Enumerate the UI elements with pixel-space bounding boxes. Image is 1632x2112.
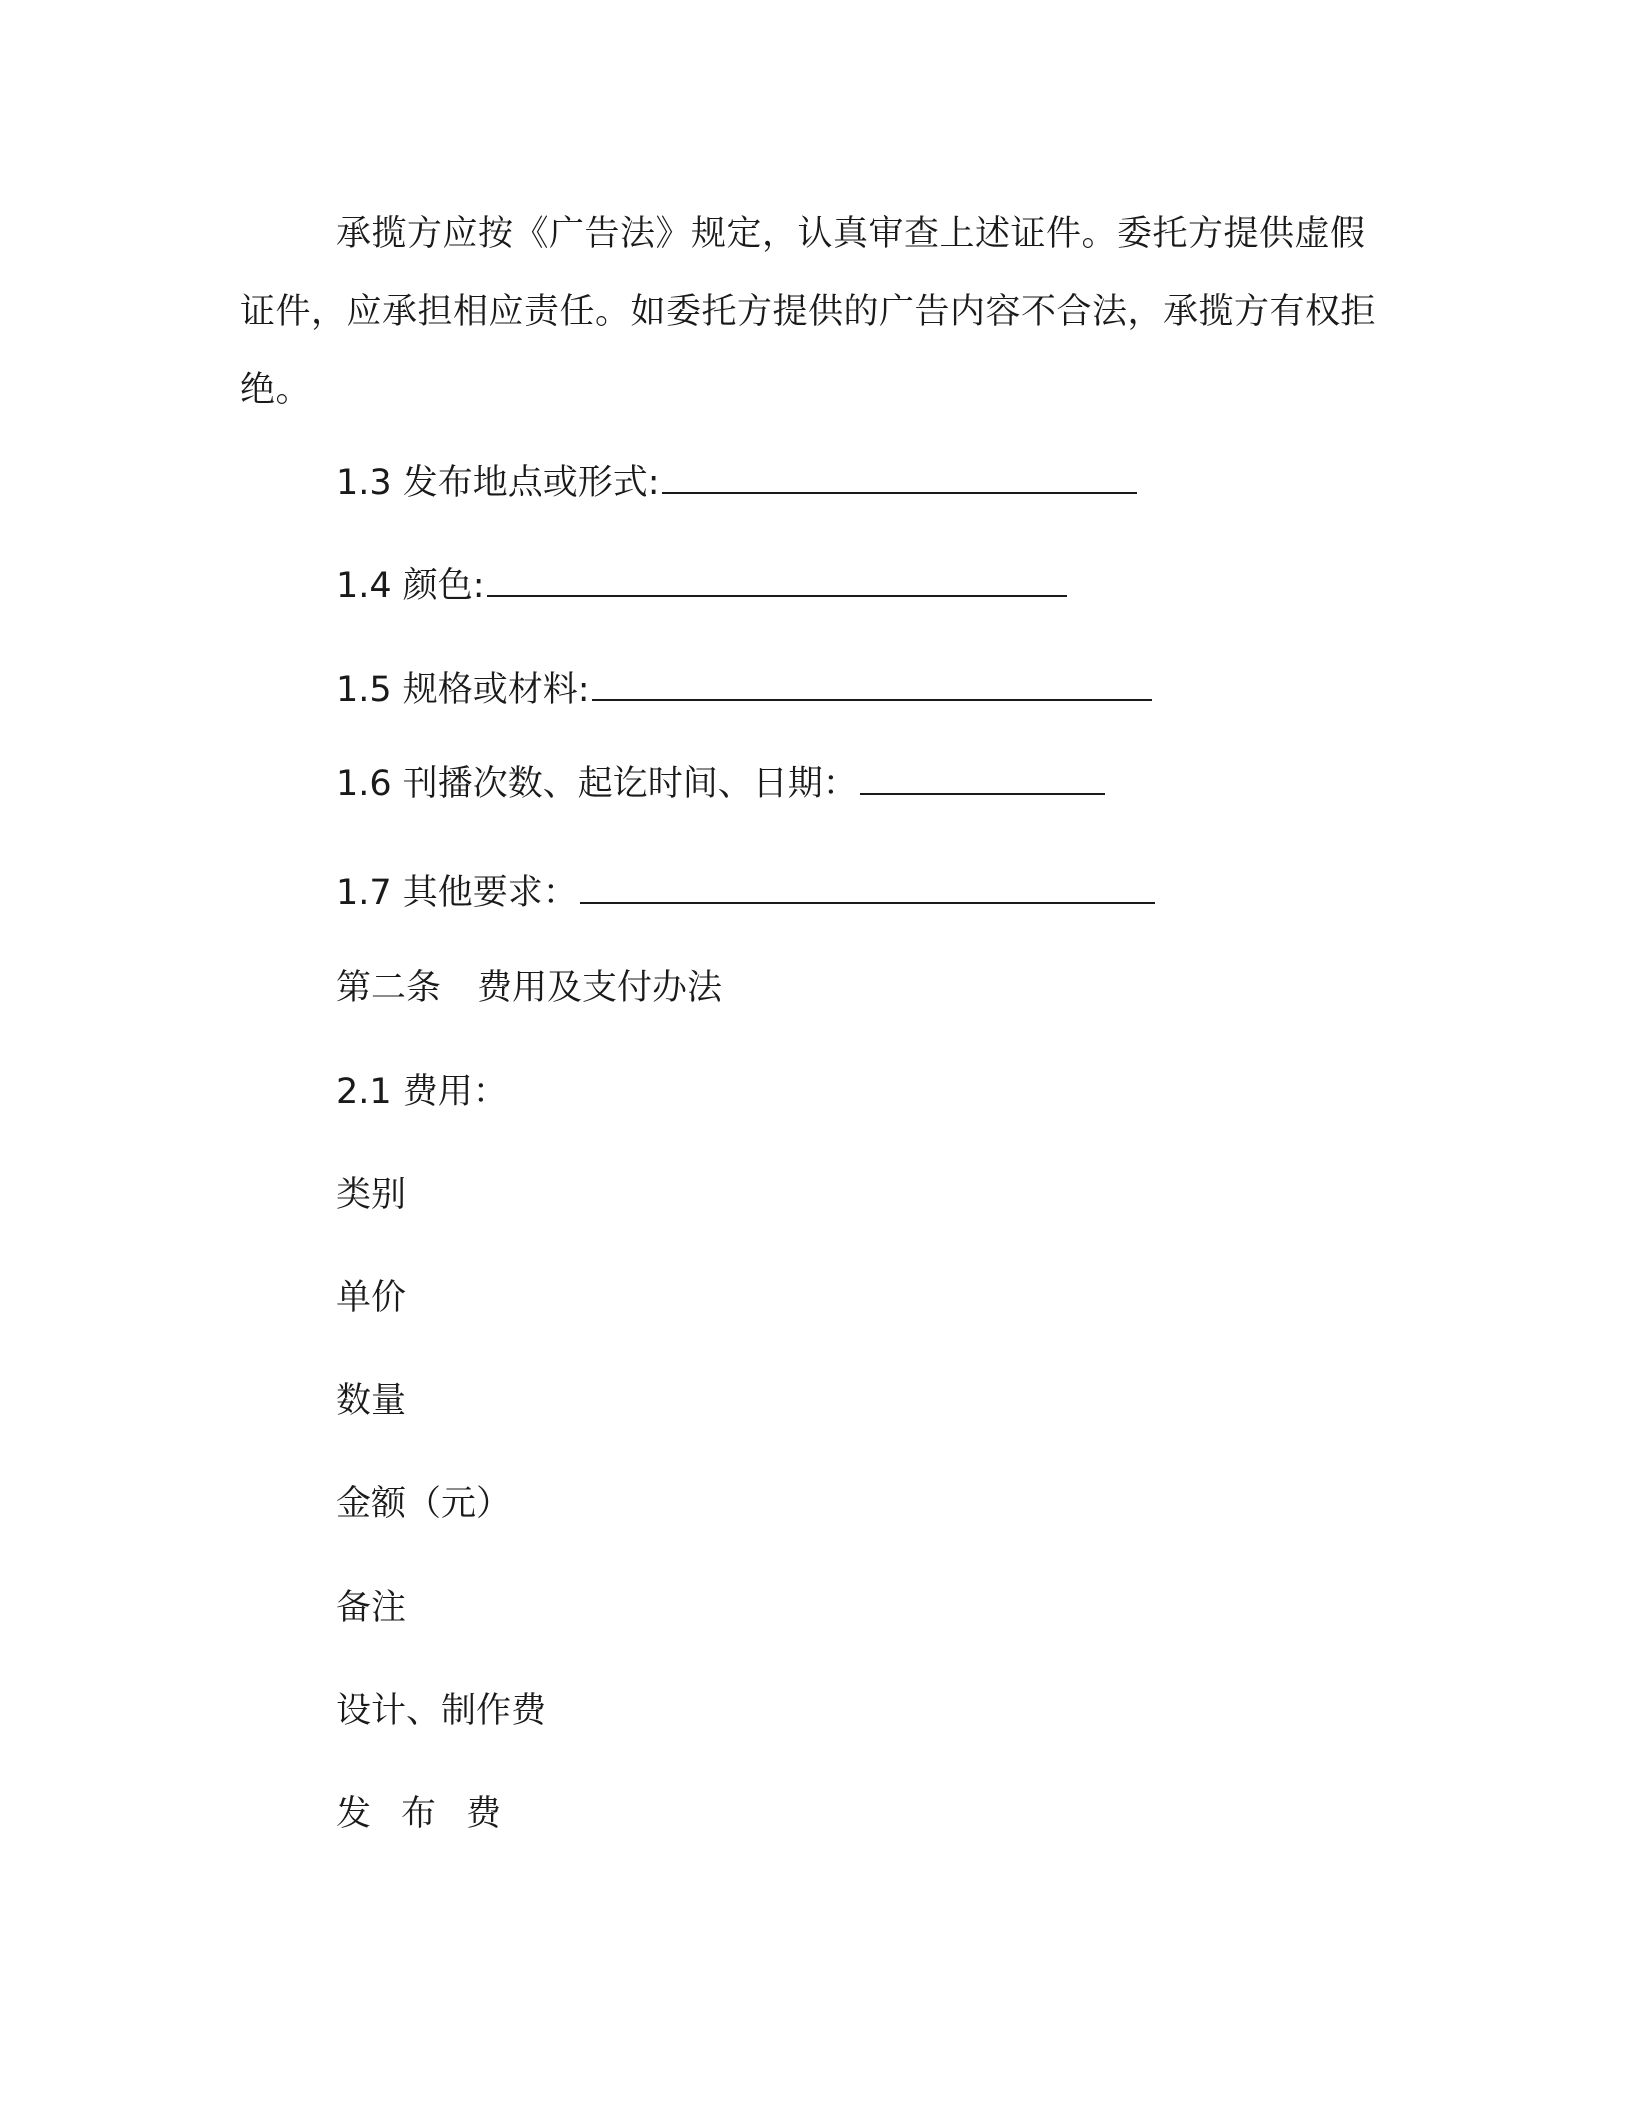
fee-item-category [336,1171,406,1219]
intro-paragraph [240,195,1380,429]
field-1-6-label: 1.6 刊播次数、起讫时间、日期： [336,764,858,804]
fee-item-publish-fee-text: 发布费 [336,1794,532,1834]
article-2-heading [336,964,722,1012]
field-1-5-spec-material [336,663,1152,714]
field-1-6-blank[interactable] [860,757,1105,795]
field-1-7-label: 1.7 其他要求： [336,873,578,913]
field-1-3-label: 1.3 发布地点或形式: [336,463,660,503]
fee-item-publish-fee [336,1790,531,1838]
field-1-7-other-requirements [336,866,1155,917]
fee-heading-text: 2.1 费用： [336,1072,508,1112]
fee-item-unit-price [336,1274,406,1322]
fee-item-quantity-text: 数量 [336,1381,407,1421]
fee-item-unit-price-text: 单价 [336,1278,407,1318]
field-1-3-blank[interactable] [662,456,1137,494]
field-1-5-label: 1.5 规格或材料: [336,670,590,710]
field-1-5-blank[interactable] [592,663,1152,701]
intro-paragraph-text: 承揽方应按《广告法》规定，认真审查上述证件。委托方提供虚假证件，应承担相应责任。如委托方提供的广告内容不合法，承揽方有权拒绝。 [240,214,1377,410]
field-1-4-label: 1.4 颜色: [336,566,485,606]
fee-item-remarks-text: 备注 [336,1588,407,1628]
fee-item-design-fee [336,1687,546,1735]
field-1-4-color [336,559,1067,610]
fee-heading [336,1068,508,1116]
field-1-7-blank[interactable] [580,866,1155,904]
field-1-3-publish-location [336,456,1137,507]
field-1-6-broadcast-schedule [336,757,1105,808]
fee-item-amount [336,1480,511,1528]
fee-item-remarks [336,1584,406,1632]
article-2-number: 第二条 [336,968,442,1008]
fee-item-quantity [336,1377,406,1425]
fee-item-design-fee-text: 设计、制作费 [336,1691,547,1731]
article-2-title: 费用及支付办法 [477,968,723,1008]
fee-item-amount-text: 金额（元） [336,1484,512,1524]
field-1-4-blank[interactable] [487,559,1067,597]
fee-item-category-text: 类别 [336,1175,407,1215]
